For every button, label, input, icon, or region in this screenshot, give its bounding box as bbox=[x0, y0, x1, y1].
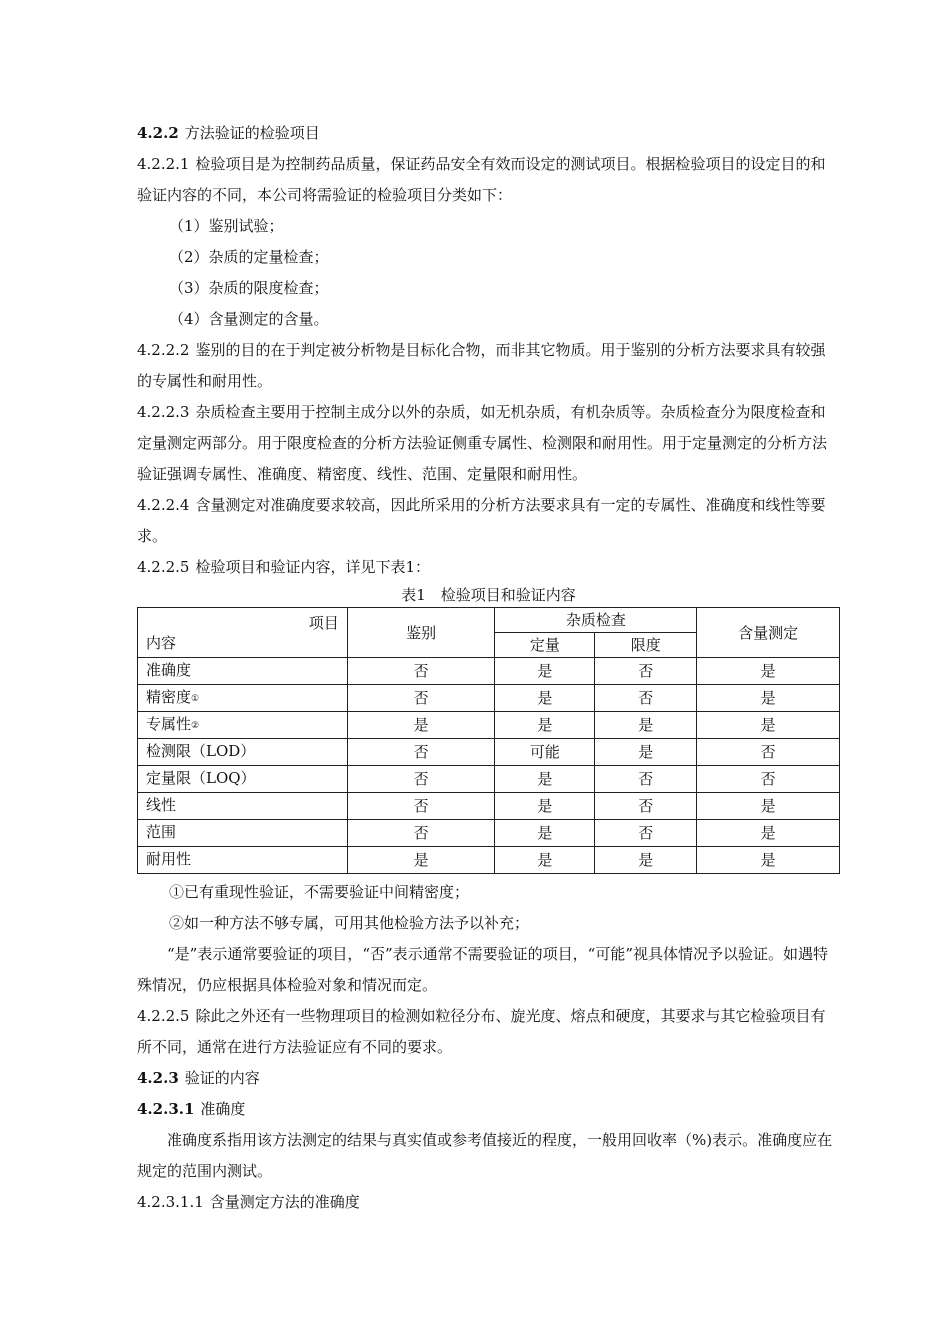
table-cell: 是 bbox=[697, 685, 840, 712]
table-diagonal-header bbox=[138, 608, 348, 658]
row-label: 专属性② bbox=[138, 712, 348, 739]
col-header-quant: 定量 bbox=[495, 633, 595, 658]
table-row bbox=[138, 793, 840, 820]
list-item: （3）杂质的限度检查； bbox=[169, 279, 329, 297]
list-item: （1）鉴别试验； bbox=[169, 217, 284, 235]
table-cell: 是 bbox=[495, 766, 595, 793]
table-cell: 否 bbox=[595, 820, 697, 847]
table-cell: 是 bbox=[697, 658, 840, 685]
table-row bbox=[138, 712, 840, 739]
paragraph-4-2-2-5b: 4.2.2.5 除此之外还有一些物理项目的检测如粒径分布、旋光度、熔点和硬度，其要求与其它检验项目有所不同，通常在进行方法验证应有不同的要求。 bbox=[137, 1007, 826, 1056]
table-footnote: ②如一种方法不够专属，可用其他检验方法予以补充； bbox=[169, 914, 530, 932]
table-cell: 是 bbox=[697, 847, 840, 874]
paragraph-4-2-2-5: 4.2.2.5 检验项目和验证内容，详见下表1： bbox=[137, 558, 431, 576]
table-cell: 否 bbox=[697, 739, 840, 766]
table-cell: 是 bbox=[595, 739, 697, 766]
col-header-assay: 含量测定 bbox=[697, 608, 840, 658]
table-row bbox=[138, 820, 840, 847]
table-row bbox=[138, 766, 840, 793]
row-label: 检测限（LOD） bbox=[138, 739, 348, 766]
table-cell: 否 bbox=[347, 685, 495, 712]
section-heading-4-2-3: 4.2.3 验证的内容 bbox=[137, 1069, 260, 1087]
row-label: 精密度① bbox=[138, 685, 348, 712]
table-footnote: ①已有重现性验证，不需要验证中间精密度； bbox=[169, 883, 470, 901]
table-cell: 是 bbox=[495, 820, 595, 847]
table-cell: 是 bbox=[697, 820, 840, 847]
list-item: （4）含量测定的含量。 bbox=[169, 310, 329, 328]
table-cell: 是 bbox=[495, 847, 595, 874]
row-label: 准确度 bbox=[138, 658, 348, 685]
paragraph-4-2-2-2: 4.2.2.2 鉴别的目的在于判定被分析物是目标化合物，而非其它物质。用于鉴别的分析方法要求具有较强的专属性和耐用性。 bbox=[137, 341, 826, 390]
table-cell: 否 bbox=[595, 658, 697, 685]
table-caption: 表1 检验项目和验证内容 bbox=[401, 586, 576, 604]
table-note-legend: “是”表示通常要验证的项目，“否”表示通常不需要验证的项目，“可能”视具体情况予以验证。如遇特殊情况，仍应根据具体检验对象和情况而定。 bbox=[137, 945, 829, 994]
table-cell: 是 bbox=[495, 658, 595, 685]
footnote-marker: ① bbox=[191, 694, 200, 704]
table-cell: 是 bbox=[495, 712, 595, 739]
table-cell: 否 bbox=[697, 766, 840, 793]
table-cell: 可能 bbox=[495, 739, 595, 766]
section-heading-4-2-3-1-1: 4.2.3.1.1 含量测定方法的准确度 bbox=[137, 1193, 360, 1211]
footnote-marker: ② bbox=[191, 721, 200, 731]
col-header-limit: 限度 bbox=[595, 633, 697, 658]
table-cell: 否 bbox=[347, 739, 495, 766]
paragraph-accuracy: 准确度系指用该方法测定的结果与真实值或参考值接近的程度，一般用回收率（%)表示。准确度应在规定的范围内测试。 bbox=[137, 1131, 833, 1180]
col-header-impurity: 杂质检查 bbox=[495, 608, 697, 633]
table-cell: 否 bbox=[347, 658, 495, 685]
table-cell: 否 bbox=[595, 793, 697, 820]
table-cell: 否 bbox=[595, 766, 697, 793]
table-row bbox=[138, 847, 840, 874]
row-label: 定量限（LOQ） bbox=[138, 766, 348, 793]
section-heading-4-2-3-1: 4.2.3.1 准确度 bbox=[137, 1100, 246, 1118]
table-cell: 是 bbox=[347, 712, 495, 739]
row-label: 线性 bbox=[138, 793, 348, 820]
table-cell: 否 bbox=[595, 685, 697, 712]
validation-table bbox=[137, 607, 840, 874]
table-cell: 否 bbox=[347, 793, 495, 820]
row-label: 耐用性 bbox=[138, 847, 348, 874]
table-row bbox=[138, 739, 840, 766]
table-cell: 否 bbox=[347, 820, 495, 847]
table-cell: 否 bbox=[347, 766, 495, 793]
section-heading-4-2-2: 4.2.2 方法验证的检验项目 bbox=[137, 124, 320, 142]
table-row bbox=[138, 685, 840, 712]
table-cell: 是 bbox=[347, 847, 495, 874]
paragraph-4-2-2-1: 4.2.2.1 检验项目是为控制药品质量，保证药品安全有效而设定的测试项目。根据检验项目的设定目的和验证内容的不同，本公司将需验证的检验项目分类如下： bbox=[137, 155, 826, 204]
table-row bbox=[138, 658, 840, 685]
list-item: （2）杂质的定量检查； bbox=[169, 248, 329, 266]
header-item-label: 项目 bbox=[308, 613, 339, 632]
table-cell: 是 bbox=[495, 793, 595, 820]
document-body bbox=[137, 118, 840, 1218]
table-cell: 是 bbox=[495, 685, 595, 712]
row-label: 范围 bbox=[138, 820, 348, 847]
table-cell: 是 bbox=[697, 793, 840, 820]
header-content-label: 内容 bbox=[146, 633, 177, 652]
table-cell: 是 bbox=[697, 712, 840, 739]
col-header-ident: 鉴别 bbox=[347, 608, 495, 658]
paragraph-4-2-2-3: 4.2.2.3 杂质检查主要用于控制主成分以外的杂质，如无机杂质，有机杂质等。杂质检查分为限度检查和定量测定两部分。用于限度检查的分析方法验证侧重专属性、检测限和耐用性。用于定量测定的分析方法验证强调专属性、准确度、精密度、线性、范围、定量限和耐用性。 bbox=[137, 403, 828, 483]
paragraph-4-2-2-4: 4.2.2.4 含量测定对准确度要求较高，因此所采用的分析方法要求具有一定的专属性、准确度和线性等要求。 bbox=[137, 496, 826, 545]
table-cell: 是 bbox=[595, 712, 697, 739]
table-cell: 是 bbox=[595, 847, 697, 874]
